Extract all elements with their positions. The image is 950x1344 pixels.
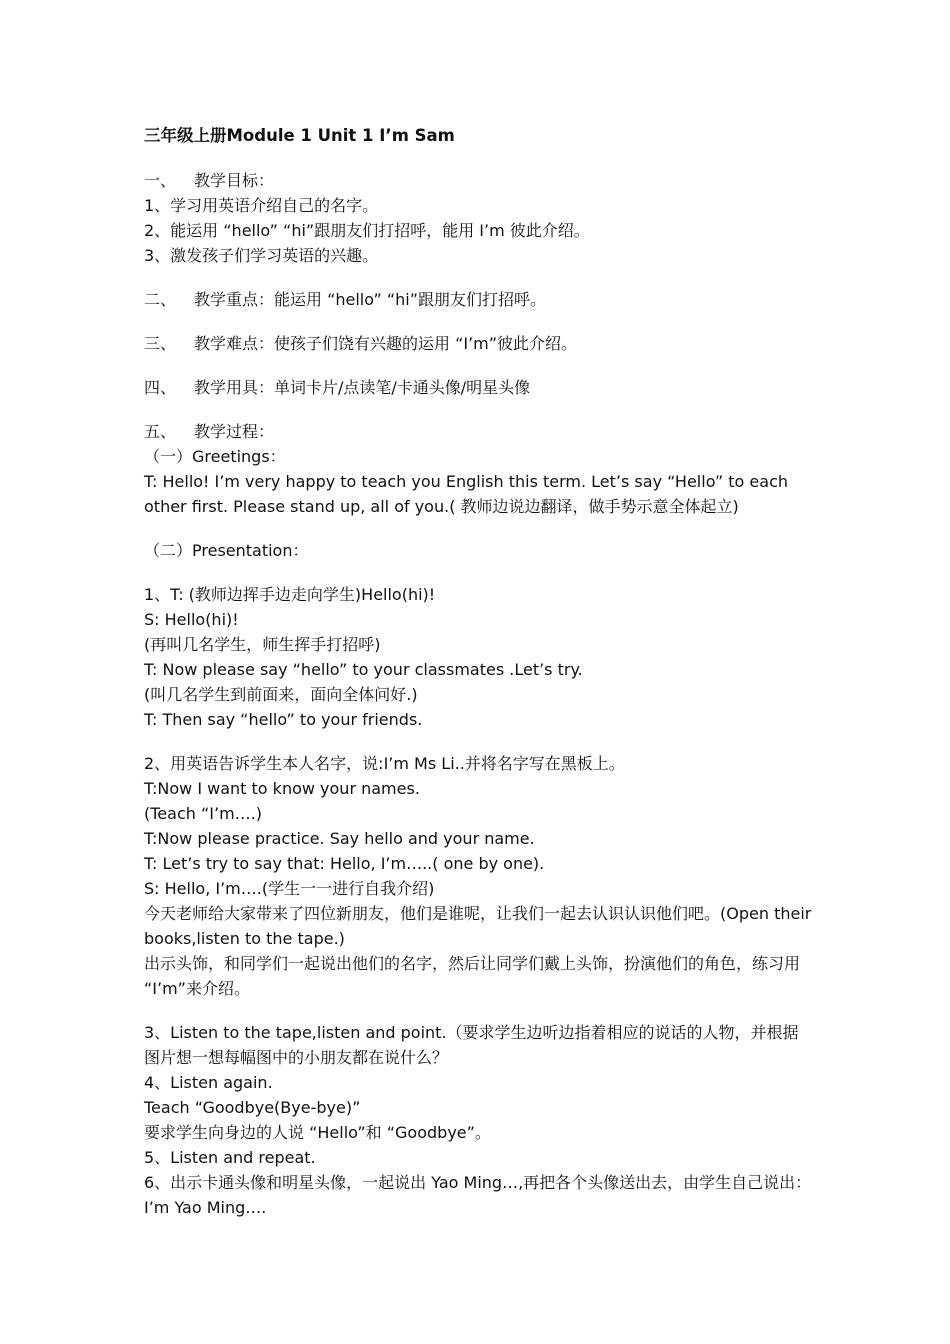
step-line: Teach “Goodbye(Bye-bye)”: [144, 1098, 361, 1117]
section-label: 教学重点：能运用 “hello” “hi”跟朋友们打招呼。: [194, 290, 547, 309]
step-line: 1、T: (教师边挥手边走向学生)Hello(hi)!: [144, 585, 436, 604]
section-label: 教学过程：: [194, 422, 275, 441]
list-item: 1、学习用英语介绍自己的名字。: [144, 196, 379, 215]
step-line: 要求学生向身边的人说 “Hello”和 “Goodbye”。: [144, 1123, 491, 1142]
step-line: 5、Listen and repeat.: [144, 1148, 316, 1167]
step-line: S: Hello, I’m….(学生一一进行自我介绍): [144, 879, 435, 898]
section-number: 二、: [144, 290, 177, 309]
greetings-heading: （一）Greetings：: [144, 447, 286, 466]
step-line: (再叫几名学生，师生挥手打招呼): [144, 635, 381, 654]
step-line: T:Now please practice. Say hello and your name.: [144, 829, 535, 848]
step-paragraph: 6、出示卡通头像和明星头像，一起说出 Yao Ming…,再把各个头像送出去，由学生自己说出：I’m Yao Ming….: [144, 1173, 812, 1217]
step-line: (叫几名学生到前面来，面向全体问好.): [144, 685, 418, 704]
list-item: 2、能运用 “hello” “hi”跟朋友们打招呼，能用 I’m 彼此介绍。: [144, 221, 590, 240]
greetings-paragraph: T: Hello! I’m very happy to teach you English this term. Let’s say “Hello” to each other first. Please stand up, all of you.( 教师边说边翻译，做手势示意全体起立): [144, 472, 794, 516]
section-number: 三、: [144, 334, 177, 353]
section-number: 一、: [144, 171, 177, 190]
step-line: T: Then say “hello” to your friends.: [144, 710, 423, 729]
section-objectives-heading: [144, 168, 814, 193]
step-line: 4、Listen again.: [144, 1073, 273, 1092]
document-title: 三年级上册Module 1 Unit 1 I’m Sam: [144, 126, 455, 145]
section-label: 教学难点：使孩子们饶有兴趣的运用 “I’m”彼此介绍。: [194, 334, 578, 353]
presentation-heading: （二）Presentation：: [144, 541, 309, 560]
section-number: 五、: [144, 422, 177, 441]
step-paragraph: 出示头饰，和同学们一起说出他们的名字，然后让同学们戴上头饰，扮演他们的角色，练习用 “I’m”来介绍。: [144, 954, 806, 998]
step-line: T: Now please say “hello” to your classmates .Let’s try.: [144, 660, 583, 679]
step-paragraph: 今天老师给大家带来了四位新朋友，他们是谁呢，让我们一起去认识认识他们吧。(Open their books,listen to the tape.): [144, 904, 817, 948]
section-process-heading: [144, 419, 814, 444]
section-number: 四、: [144, 378, 177, 397]
section-label: 教学目标：: [194, 171, 275, 190]
step-line: T:Now I want to know your names.: [144, 779, 420, 798]
step-line: T: Let’s try to say that: Hello, I’m…..( one by one).: [144, 854, 545, 873]
step-paragraph: 3、Listen to the tape,listen and point.（要求学生边听边指着相应的说话的人物，并根据图片想一想每幅图中的小朋友都在说什么？: [144, 1023, 799, 1067]
step-line: (Teach “I’m….): [144, 804, 262, 823]
list-item: 3、激发孩子们学习英语的兴趣。: [144, 246, 379, 265]
section-teaching-aids: [144, 375, 814, 400]
section-key-points: [144, 287, 814, 312]
section-label: 教学用具：单词卡片/点读笔/卡通头像/明星头像: [194, 378, 531, 397]
step-line: 2、用英语告诉学生本人名字，说:I’m Ms Li..并将名字写在黑板上。: [144, 754, 625, 773]
section-difficulties: [144, 331, 814, 356]
document-page: [144, 122, 817, 1220]
step-line: S: Hello(hi)!: [144, 610, 239, 629]
